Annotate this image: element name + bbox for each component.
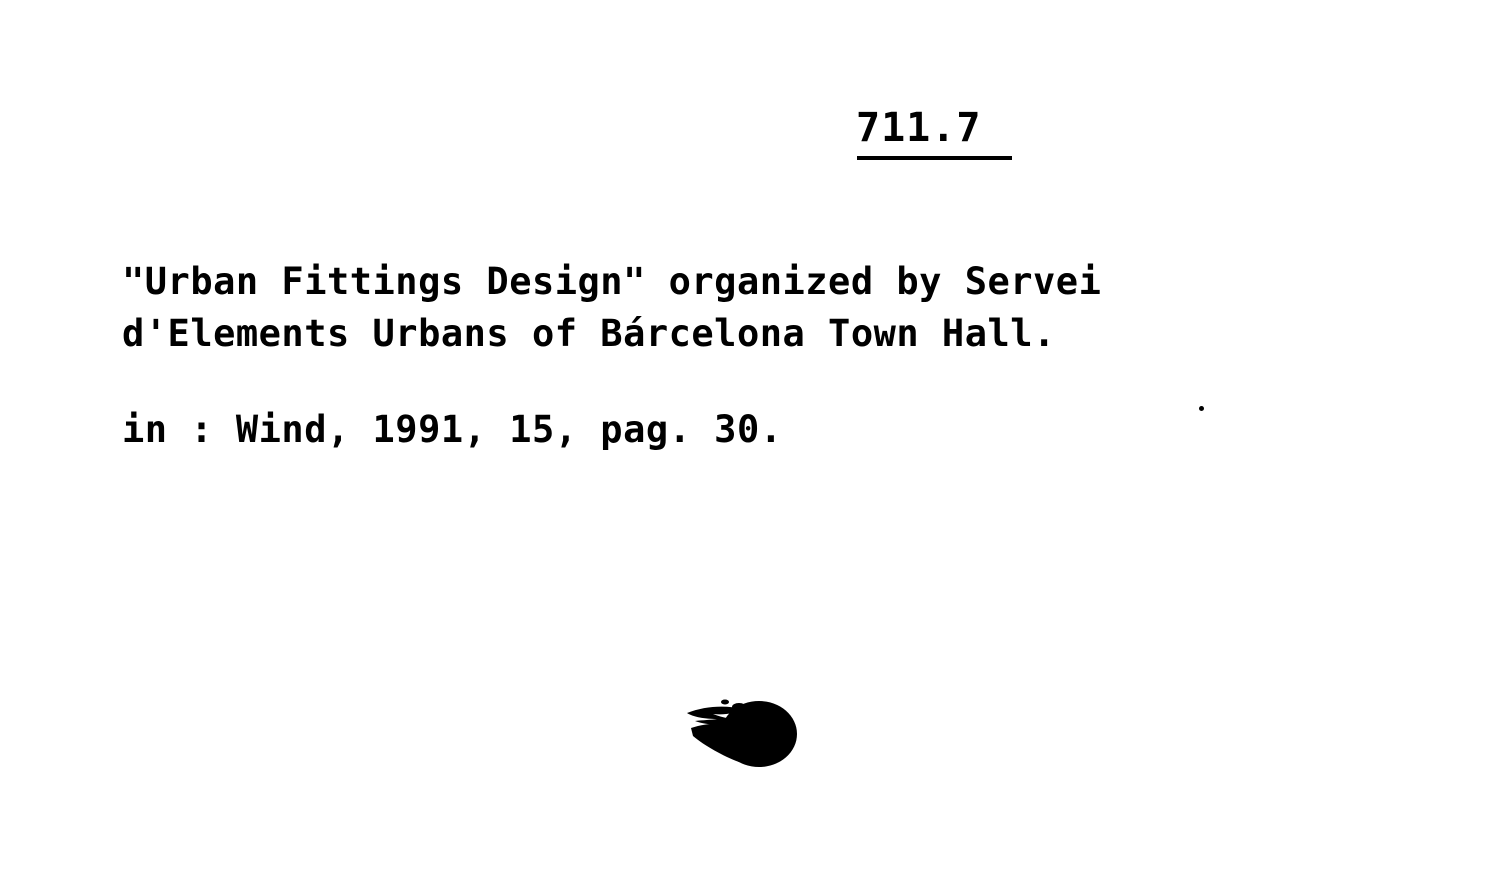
ink-blot-icon xyxy=(665,676,825,776)
classification-underline xyxy=(857,156,1012,160)
entry-line-2: d'Elements Urbans of Bárcelona Town Hall. xyxy=(122,312,1056,355)
source-line-1: in : Wind, 1991, 15, pag. 30. xyxy=(122,408,783,451)
entry-line-1: "Urban Fittings Design" organized by Servei xyxy=(122,260,1102,303)
ink-speck-icon xyxy=(1199,406,1204,411)
source-text-block xyxy=(122,404,1422,456)
classification-number: 711.7 xyxy=(856,105,982,151)
entry-text-block xyxy=(122,256,1422,360)
